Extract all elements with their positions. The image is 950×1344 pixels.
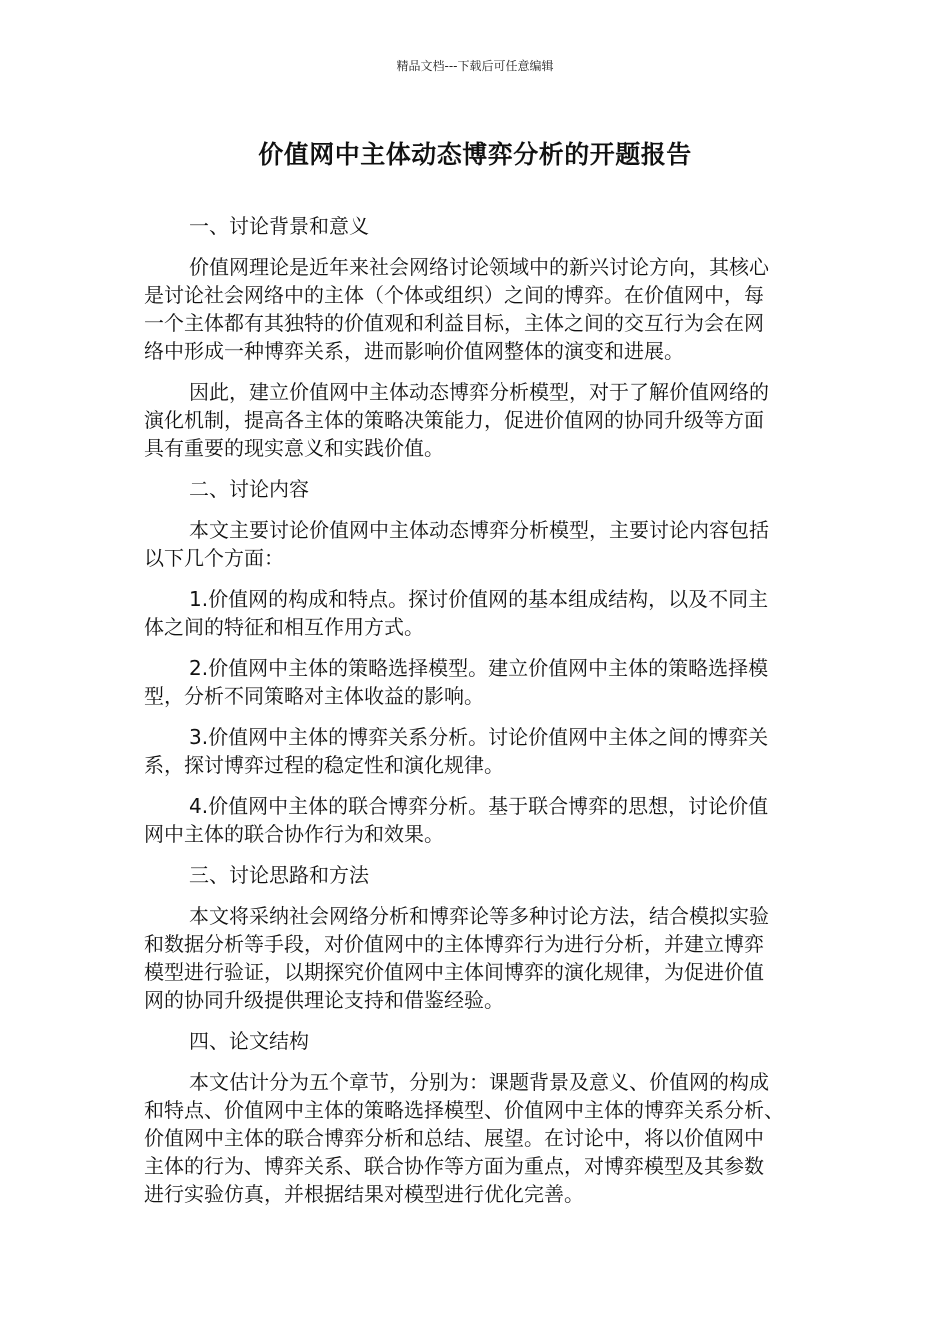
paragraph-line: 体之间的特征和相互作用方式。 <box>144 615 424 639</box>
paragraph-line: 型，分析不同策略对主体收益的影响。 <box>144 684 484 708</box>
paragraph-line: 一个主体都有其独特的价值观和利益目标，主体之间的交互行为会在网 <box>144 311 764 335</box>
paragraph <box>144 585 794 641</box>
section-heading: 四、论文结构 <box>189 1029 309 1053</box>
paragraph <box>144 654 794 710</box>
section-heading: 一、讨论背景和意义 <box>189 214 369 238</box>
paragraph-line: 和数据分析等手段，对价值网中的主体博弈行为进行分析，并建立博弈 <box>144 932 764 956</box>
paragraph-line: 4.价值网中主体的联合博弈分析。基于联合博弈的思想，讨论价值 <box>189 794 769 818</box>
paragraph-line: 主体的行为、博弈关系、联合协作等方面为重点，对博弈模型及其参数 <box>144 1154 764 1178</box>
paragraph-line: 网的协同升级提供理论支持和借鉴经验。 <box>144 988 504 1012</box>
paragraph-line: 和特点、价值网中主体的策略选择模型、价值网中主体的博弈关系分析、 <box>144 1098 784 1122</box>
paragraph-line: 因此，建立价值网中主体动态博弈分析模型，对于了解价值网络的 <box>189 380 769 404</box>
paragraph-line: 1.价值网的构成和特点。探讨价值网的基本组成结构，以及不同主 <box>189 587 769 611</box>
paragraph <box>144 902 794 1014</box>
paragraph <box>144 253 794 365</box>
paragraph-line: 进行实验仿真，并根据结果对模型进行优化完善。 <box>144 1182 584 1206</box>
page-header: 精品文档---下载后可任意编辑 <box>396 59 554 73</box>
paragraph <box>144 723 794 779</box>
paragraph-line: 具有重要的现实意义和实践价值。 <box>144 436 444 460</box>
paragraph-line: 3.价值网中主体的博弈关系分析。讨论价值网中主体之间的博弈关 <box>189 725 769 749</box>
paragraph-line: 本文将采纳社会网络分析和博弈论等多种讨论方法，结合模拟实验 <box>189 904 769 928</box>
paragraph-line: 本文估计分为五个章节，分别为：课题背景及意义、价值网的构成 <box>189 1070 769 1094</box>
paragraph-line: 络中形成一种博弈关系，进而影响价值网整体的演变和进展。 <box>144 339 684 363</box>
paragraph-line: 以下几个方面： <box>144 546 284 570</box>
paragraph-line: 模型进行验证，以期探究价值网中主体间博弈的演化规律，为促进价值 <box>144 960 764 984</box>
paragraph-line: 演化机制，提高各主体的策略决策能力，促进价值网的协同升级等方面 <box>144 408 764 432</box>
paragraph-line: 本文主要讨论价值网中主体动态博弈分析模型，主要讨论内容包括 <box>189 518 769 542</box>
document-title: 价值网中主体动态博弈分析的开题报告 <box>258 140 692 169</box>
paragraph <box>144 516 794 572</box>
section-heading: 三、讨论思路和方法 <box>189 863 369 887</box>
paragraph-line: 2.价值网中主体的策略选择模型。建立价值网中主体的策略选择模 <box>189 656 769 680</box>
paragraph <box>144 792 794 848</box>
paragraph-line: 价值网理论是近年来社会网络讨论领域中的新兴讨论方向，其核心 <box>189 255 769 279</box>
paragraph-line: 价值网中主体的联合博弈分析和总结、展望。在讨论中，将以价值网中 <box>144 1126 764 1150</box>
paragraph-line: 网中主体的联合协作行为和效果。 <box>144 822 444 846</box>
paragraph-line: 系，探讨博弈过程的稳定性和演化规律。 <box>144 753 504 777</box>
paragraph <box>144 378 794 462</box>
document-body <box>144 212 794 1221</box>
paragraph-line: 是讨论社会网络中的主体（个体或组织）之间的博弈。在价值网中，每 <box>144 283 764 307</box>
paragraph <box>144 1068 794 1208</box>
section-heading: 二、讨论内容 <box>189 477 309 501</box>
